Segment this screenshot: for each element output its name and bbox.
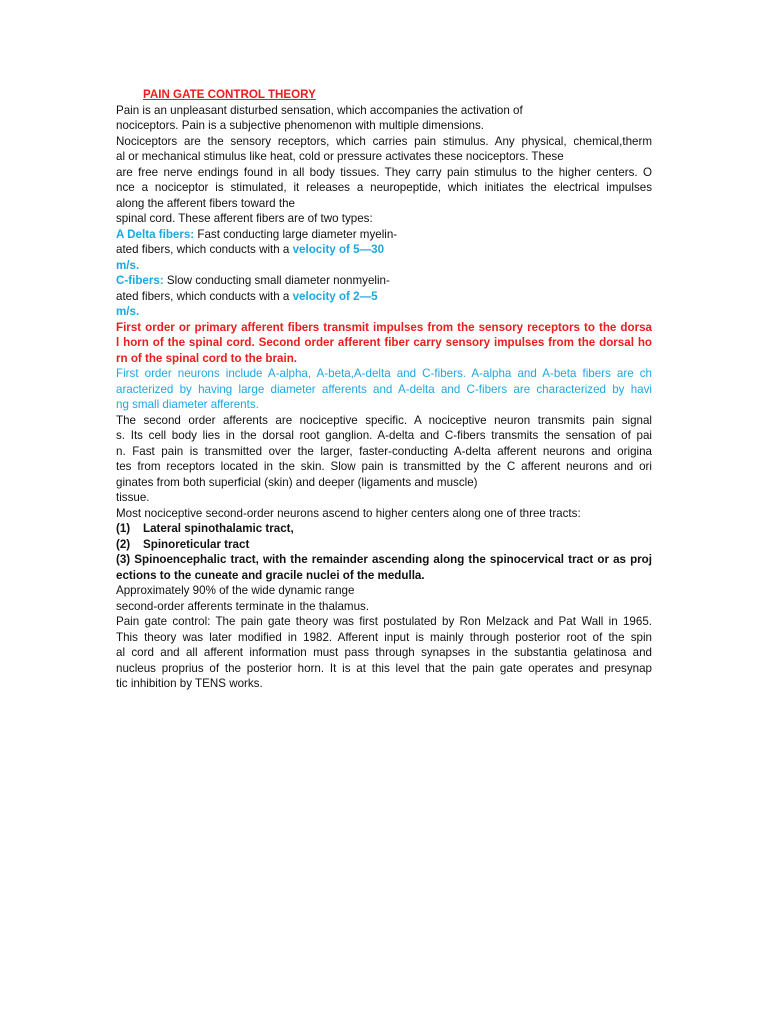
text-line: nociceptors. Pain is a subjective phenomenon with multiple dimensions. [116,119,484,132]
tract-item [116,537,652,553]
a-delta-velocity: velocity of 5—30 [292,243,385,256]
tract-label: Spinoreticular tract [143,537,250,551]
text-span: ated fibers, which conducts with a [116,243,293,256]
text-line [116,227,652,243]
tracts-section [116,506,652,584]
text-line: Pain gate control: The pain gate theory was first postulated by Ron Melzack and Pat Wall in 1965. [116,615,652,628]
c-fibers-velocity: velocity of 2—5 [292,289,378,303]
text-line: tes from receptors located in the skin. Slow pain is transmitted by the C afferent neurons and ori [116,460,652,473]
text-line: First order neurons include A-alpha, A-beta,A-delta and C-fibers. A-alpha and A-beta fibers are ch [116,367,652,380]
text-line: aracterized by having large diameter afferents and A-delta and C-fibers are characterized by havi [116,382,652,396]
text-line: Nociceptors are the sensory receptors, which carries pain stimulus. Any physical, chemical,therm [116,134,652,148]
text-line: Most nociceptive second-order neurons ascend to higher centers along one of three tracts: [116,506,581,520]
blue-paragraph [116,366,652,413]
c-fibers-label: C-fibers: [116,274,164,287]
text-line: The second order afferents are nociceptive specific. A nociceptive neuron transmits pain signal [116,413,652,427]
text-line: s. Its cell body lies in the dorsal root ganglion. A-delta and C-fibers transmits the sensation of pai [116,429,652,442]
text-line: ginates from both superficial (skin) and deeper (ligaments and muscle) [116,475,478,489]
text-line: nce a nociceptor is stimulated, it releases a neuropeptide, which initiates the electrical impulses [116,181,652,194]
text-line: l horn of the spinal cord. Second order afferent fiber carry sensory impulses from the dorsal ho [116,336,652,349]
tract-item [116,521,652,537]
document-title: PAIN GATE CONTROL THEORY [143,88,316,101]
tract-number: (1) [116,522,131,535]
text-line: al or mechanical stimulus like heat, cold or pressure activates these nociceptors. These [116,150,564,163]
intro-paragraph [116,103,652,227]
tract-label: Lateral spinothalamic tract, [143,522,294,535]
gate-paragraph [116,614,652,692]
text-span: Fast conducting large diameter myelin- [194,227,398,241]
second-order-paragraph [116,413,652,506]
c-fibers-section [116,273,652,320]
text-line: tissue. [116,491,150,504]
text-line [116,273,652,289]
text-line: First order or primary afferent fibers transmit impulses from the sensory receptors to the dorsa [116,320,652,334]
text-line: nucleus proprius of the posterior horn. It is at this level that the pain gate operates and presynap [116,661,652,675]
text-line: Approximately 90% of the wide dynamic range [116,584,355,597]
c-fibers-unit: m/s. [116,305,140,318]
text-line: spinal cord. These afferent fibers are of two types: [116,212,373,225]
a-delta-unit: m/s. [116,258,140,272]
a-delta-fibers-section [116,227,652,274]
text-line: al cord and all afferent information must pass through synapses in the substantia gelatinosa and [116,646,652,659]
tract-item: (3) Spinoencephalic tract, with the remainder ascending along the spinocervical tract or as proj [116,553,652,566]
text-line: tic inhibition by TENS works. [116,677,263,690]
a-delta-label: A Delta fibers: [116,227,195,241]
red-paragraph [116,320,652,367]
text-line: are free nerve endings found in all body tissues. They carry pain stimulus to the higher centers. O [116,165,652,179]
text-line: along the afferent fibers toward the [116,196,295,210]
text-line: rn of the spinal cord to the brain. [116,351,297,365]
text-line [116,242,652,258]
text-line: ections to the cuneate and gracile nuclei of the medulla. [116,568,425,582]
text-line: This theory was later modified in 1982. Afferent input is mainly through posterior root of the spin [116,630,652,644]
tract-number: (2) [116,537,131,551]
document-page [116,87,652,692]
text-line: second-order afferents terminate in the thalamus. [116,599,370,613]
text-line: n. Fast pain is transmitted over the larger, faster-conducting A-delta afferent neurons and origina [116,444,652,458]
wdr-paragraph [116,583,652,614]
text-line: Pain is an unpleasant disturbed sensation, which accompanies the activation of [116,103,523,117]
text-line: ng small diameter afferents. [116,398,259,411]
text-span: Slow conducting small diameter nonmyelin- [163,274,390,287]
text-span: ated fibers, which conducts with a [116,289,293,303]
text-line [116,289,652,305]
